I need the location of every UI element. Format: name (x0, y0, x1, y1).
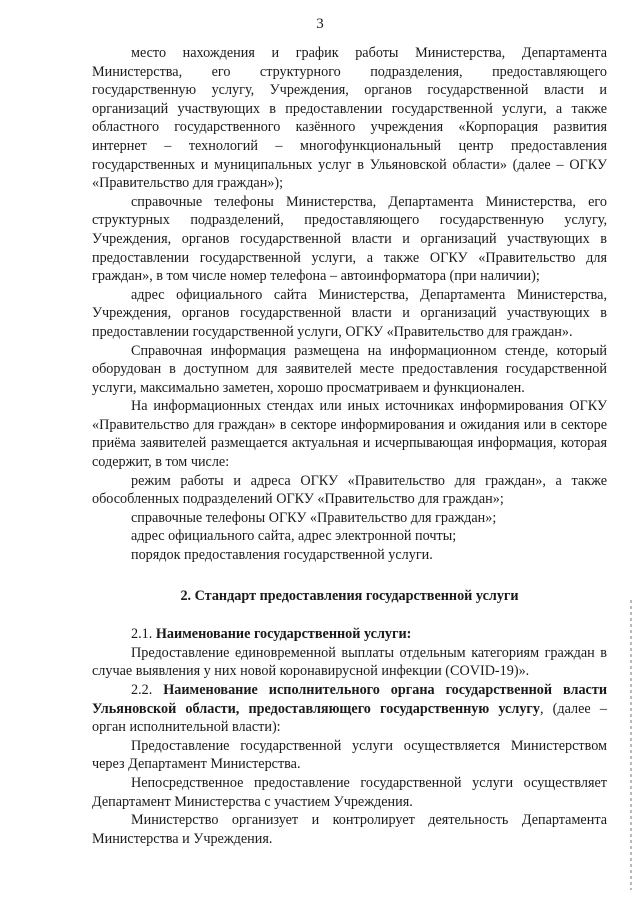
scan-edge-mark (630, 600, 632, 890)
subsection-2-1-title: Наименование государственной услуги: (155, 626, 412, 643)
list-item-website: адрес официального сайта, адрес электронной почты; (131, 528, 457, 545)
list-item-phones: справочные телефоны ОГКУ «Правительство для граждан»; (131, 509, 497, 526)
list-item-schedule: режим работы и адреса ОГКУ «Правительство для граждан», а также обособленных подразделений ОГКУ «Правительство для граждан»; (92, 472, 607, 508)
subsection-2-2-tail: , (далее – орган исполнительной власти): (92, 700, 607, 736)
page-number: 3 (316, 16, 324, 32)
document-body (92, 44, 607, 848)
subsection-2-1-body: Предоставление единовременной выплаты отдельным категориям граждан в случае выявления у них новой коронавирусной инфекции (COVID-19)». (92, 644, 607, 680)
subsection-2-2-title: Наименование исполнительного органа государственной власти Ульяновской области, предоставляющего государственную услугу (92, 682, 607, 717)
subsection-2-2-number: 2.2. (131, 682, 153, 698)
paragraph-website: адрес официального сайта Министерства, Департамента Министерства, Учреждения, органов государственной власти и организаций участвующих в предоставлении государственной услуги, ОГКУ «Правительство для граждан». (92, 286, 607, 340)
paragraph-phones: справочные телефоны Министерства, Департамента Министерства, его структурных подразделений, предоставляющего государственную услугу, Учреждения, органов государственной власти и организаций участвующих в предоставлении государственной услуги, а также ОГКУ «Правительство для граждан», в том числе номер телефона – автоинформатора (при наличии); (92, 193, 607, 285)
paragraph-ministry-provides: Предоставление государственной услуги осуществляется Министерством через Департамент Министерства. (92, 737, 607, 773)
paragraph-info-stand: Справочная информация размещена на информационном стенде, который оборудован в доступном для заявителей месте предоставления государственной услуги, максимально заметен, хорошо просматриваем и функционален. (92, 342, 607, 396)
paragraph-department-provides: Непосредственное предоставление государственной услуги осуществляет Департамент Министерства с участием Учреждения. (92, 774, 607, 810)
list-item-procedure: порядок предоставления государственной услуги. (131, 547, 433, 564)
section-heading: 2. Стандарт предоставления государственной услуги (180, 587, 519, 604)
subsection-2-1-number: 2.1. (131, 626, 153, 643)
paragraph-ministry-controls: Министерство организует и контролирует деятельность Департамента Министерства и Учреждения. (92, 812, 607, 847)
subsection-2-1-heading (92, 625, 607, 644)
subsection-2-2-heading (92, 681, 607, 737)
paragraph-info-sources: На информационных стендах или иных источниках информирования ОГКУ «Правительство для граждан» в секторе информирования и ожидания или в секторе приёма заявителей размещается актуальная и исчерпывающая информация, которая содержит, в том числе: (92, 398, 607, 471)
paragraph-location: место нахождения и график работы Министерства, Департамента Министерства, его структурного подразделения, предоставляющего государственную услугу, Учреждения, органов государственной власти и организаций участвующих в предоставлении государственной услуги, а также областного государственного казённого учреждения «Корпорация развития интернет – технологий – многофункциональный центр предоставления государственных и муниципальных услуг в Ульяновской области» (далее – ОГКУ «Правительство для граждан»); (92, 45, 607, 192)
